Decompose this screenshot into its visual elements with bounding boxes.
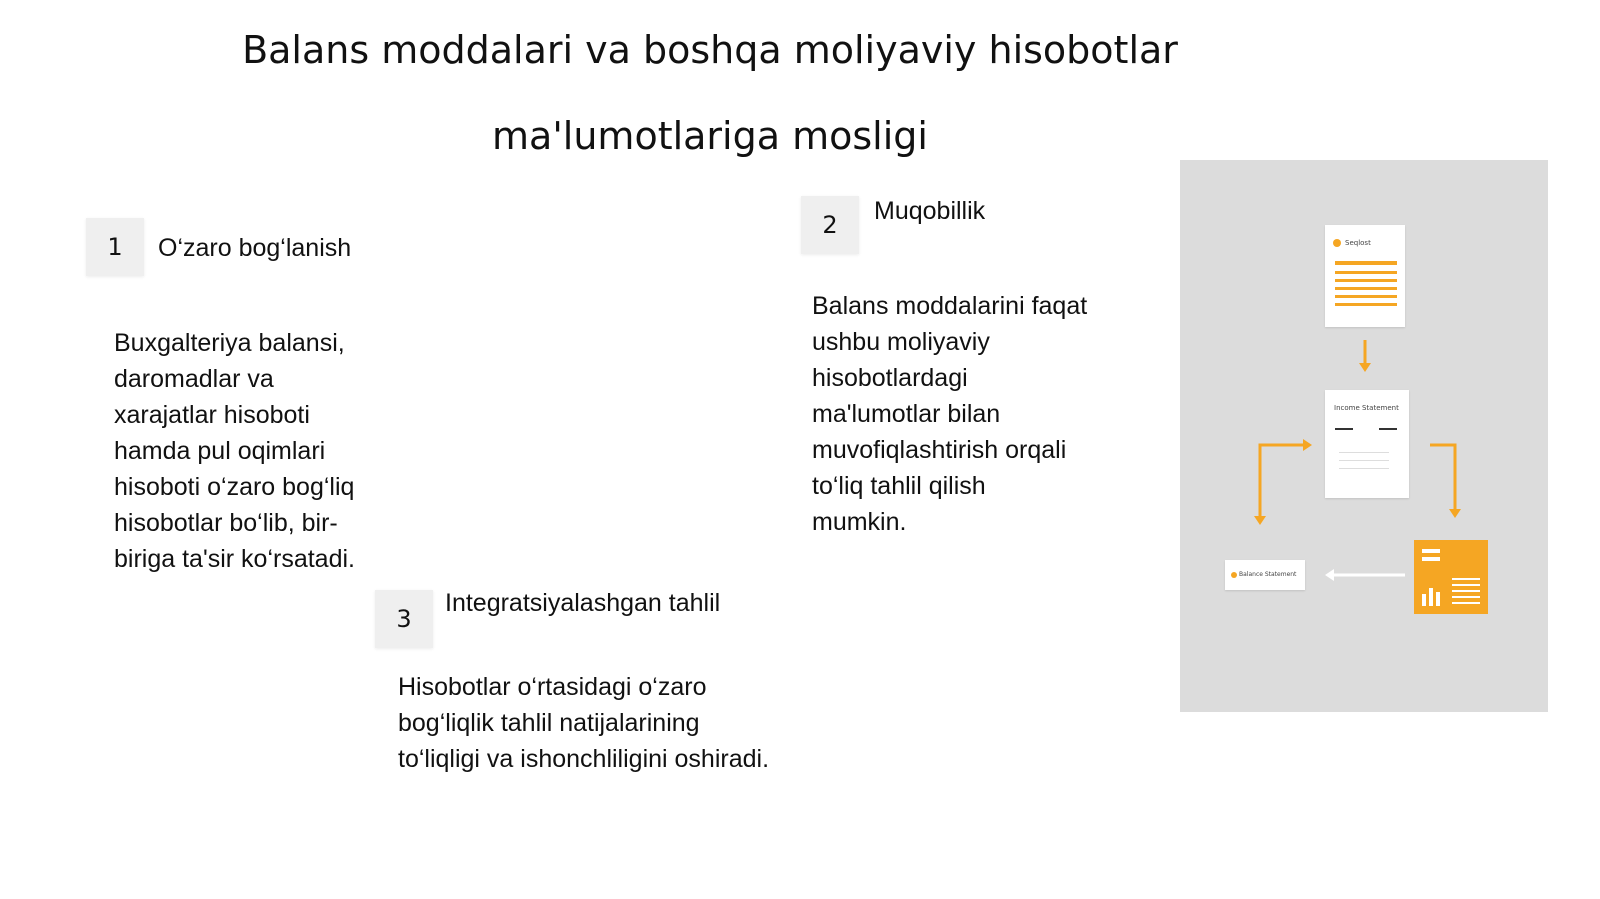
item-1-line: daromadlar va <box>114 365 274 393</box>
income-lines-icon <box>1325 390 1409 498</box>
item-2-heading: Muqobillik <box>874 197 986 225</box>
item-3-heading: Integratsiyalashgan tahlil <box>445 589 721 617</box>
item-2-line: muvofiqlashtirish orqali <box>812 436 1067 464</box>
page-title-line-1: Balans moddalari va boshqa moliyaviy hisobotlar <box>242 28 1178 72</box>
item-2-line: mumkin. <box>812 508 907 536</box>
item-2-line: hisobotlardagi <box>812 364 968 392</box>
balance-statement-label: Balance Statement <box>1239 571 1297 578</box>
page-title-line-2: ma'lumotlariga mosligi <box>492 114 928 158</box>
item-1-line: Buxgalteriya balansi, <box>114 329 345 357</box>
item-3-line: bog‘liqlik tahlil natijalarining <box>398 709 700 737</box>
coin-icon <box>1231 572 1237 578</box>
bar-chart-icon <box>1414 540 1488 614</box>
item-3-body <box>398 669 838 777</box>
item-1-heading: O‘zaro bog‘lanish <box>158 234 352 262</box>
item-1-number-badge: 1 <box>86 218 144 276</box>
cash-flow-chart-icon <box>1414 540 1488 614</box>
item-3-line: to‘liqligi va ishonchliligini oshiradi. <box>398 745 770 773</box>
item-3-number-badge: 3 <box>375 590 433 648</box>
item-1-line: hisoboti o‘zaro bog‘liq <box>114 473 355 501</box>
financial-statements-illustration <box>1180 160 1548 712</box>
item-2-line: to‘liq tahlil qilish <box>812 472 986 500</box>
item-1-body <box>114 325 414 577</box>
item-2-body <box>812 288 1152 540</box>
item-2-line: ma'lumotlar bilan <box>812 400 1001 428</box>
item-1-line: biriga ta'sir ko‘rsatadi. <box>114 545 355 573</box>
item-2-number-badge: 2 <box>801 196 859 254</box>
top-document-label: Seqlost <box>1345 239 1371 247</box>
balance-statement-icon <box>1225 560 1305 590</box>
income-statement-icon <box>1325 390 1409 498</box>
item-1-line: hamda pul oqimlari <box>114 437 326 465</box>
item-3-line: Hisobotlar o‘rtasidagi o‘zaro <box>398 673 707 701</box>
item-1-line: xarajatlar hisoboti <box>114 401 310 429</box>
item-2-line: Balans moddalarini faqat <box>812 292 1088 320</box>
income-statement-label: Income Statement <box>1334 404 1399 412</box>
item-1-line: hisobotlar bo‘lib, bir- <box>114 509 338 537</box>
item-2-line: ushbu moliyaviy <box>812 328 990 356</box>
